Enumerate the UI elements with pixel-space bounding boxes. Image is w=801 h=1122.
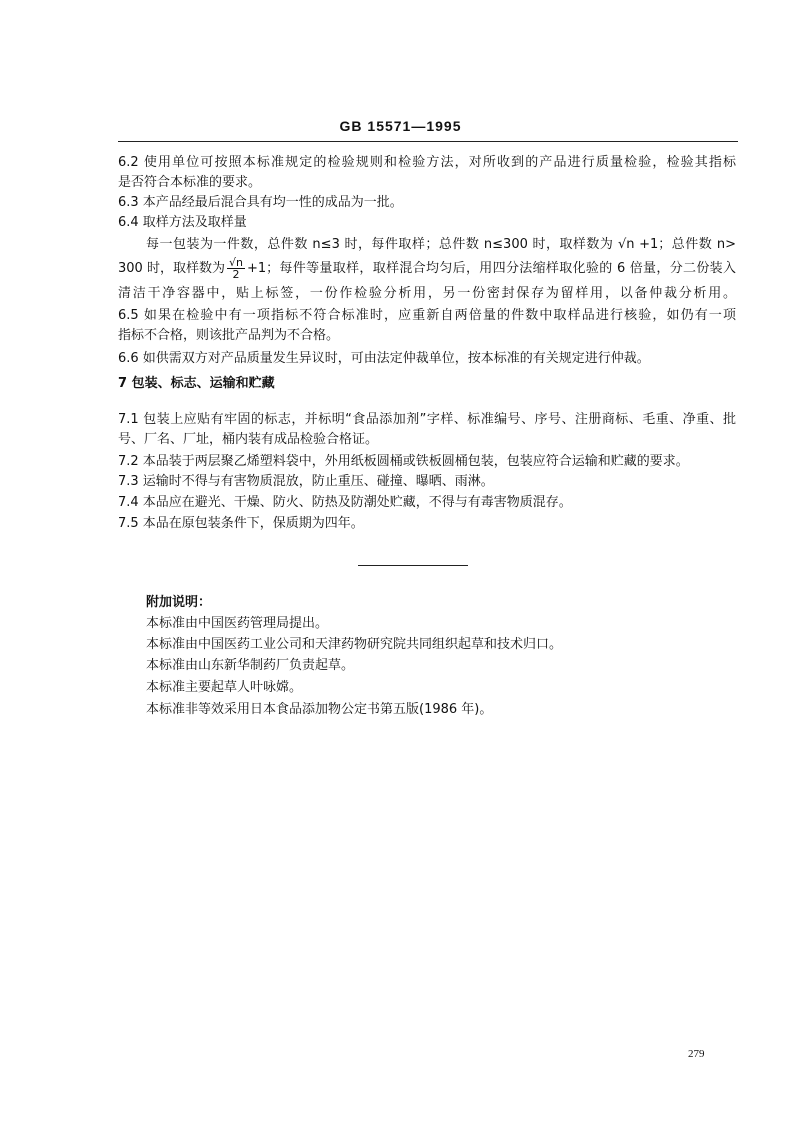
clause-6-2-line1: 6.2 使用单位可按照本标准规定的检验规则和检验方法，对所收到的产品进行质量检验，检验其指标 xyxy=(118,155,736,170)
note-item: 本标准由中国医药管理局提出。 xyxy=(146,616,329,631)
clause-7-4: 7.4 本品应在避光、干燥、防火、防热及防潮处贮藏，不得与有毒害物质混存。 xyxy=(118,495,572,510)
note-item: 本标准主要起草人叶咏嫦。 xyxy=(146,680,303,695)
page-number: 279 xyxy=(688,1048,705,1060)
section-7-heading: 7 包装、标志、运输和贮藏 xyxy=(118,376,275,391)
fraction-denominator: 2 xyxy=(232,268,240,281)
clause-7-5: 7.5 本品在原包装条件下，保质期为四年。 xyxy=(118,516,364,531)
clause-6-4-line2 xyxy=(118,257,736,280)
clause-6-2-line2: 是否符合本标准的要求。 xyxy=(118,175,262,190)
clause-7-3: 7.3 运输时不得与有害物质混放，防止重压、碰撞、曝晒、雨淋。 xyxy=(118,474,494,489)
note-item: 本标准非等效采用日本食品添加物公定书第五版(1986 年)。 xyxy=(146,702,493,717)
clause-6-3: 6.3 本产品经最后混合具有均一性的成品为一批。 xyxy=(118,195,403,210)
clause-6-5-line1: 6.5 如果在检验中有一项指标不符合标准时，应重新自两倍量的件数中取样品进行核验，如仍有一项 xyxy=(118,308,736,323)
note-item: 本标准由山东新华制药厂负责起草。 xyxy=(146,658,355,673)
fraction-sqrt-n-over-2 xyxy=(227,257,245,280)
clause-7-2: 7.2 本品装于两层聚乙烯塑料袋中，外用纸板圆桶或铁板圆桶包装，包装应符合运输和贮藏的要求。 xyxy=(118,454,689,469)
end-rule xyxy=(358,565,468,566)
document-header: GB 15571—1995 xyxy=(339,118,462,134)
clause-6-4-line3: 清洁干净容器中，贴上标签，一份作检验分析用，另一份密封保存为留样用，以备仲裁分析用。 xyxy=(118,286,736,301)
clause-6-5-line2: 指标不合格，则该批产品判为不合格。 xyxy=(118,328,340,343)
formula-prefix: 300 时，取样数为 xyxy=(118,260,225,276)
formula-suffix: +1；每件等量取样，取样混合均匀后，用四分法缩样取化验的 6 倍量，分二份装入 xyxy=(246,260,736,276)
clause-7-1-line2: 号、厂名、厂址，桶内装有成品检验合格证。 xyxy=(118,432,379,447)
notes-title: 附加说明： xyxy=(146,595,212,610)
note-item: 本标准由中国医药工业公司和天津药物研究院共同组织起草和技术归口。 xyxy=(146,637,563,652)
clause-6-4-line1: 每一包装为一件数，总件数 n≤3 时，每件取样；总件数 n≤300 时，取样数为 √n +1；总件数 n> xyxy=(146,237,736,252)
clause-7-1-line1: 7.1 包装上应贴有牢固的标志，并标明“食品添加剂”字样、标准编号、序号、注册商标、毛重、净重、批 xyxy=(118,412,736,427)
fraction-numerator: √n xyxy=(228,256,243,269)
clause-6-4-title: 6.4 取样方法及取样量 xyxy=(118,215,247,230)
clause-6-6: 6.6 如供需双方对产品质量发生异议时，可由法定仲裁单位，按本标准的有关规定进行仲裁。 xyxy=(118,351,650,366)
header-rule xyxy=(118,141,738,142)
